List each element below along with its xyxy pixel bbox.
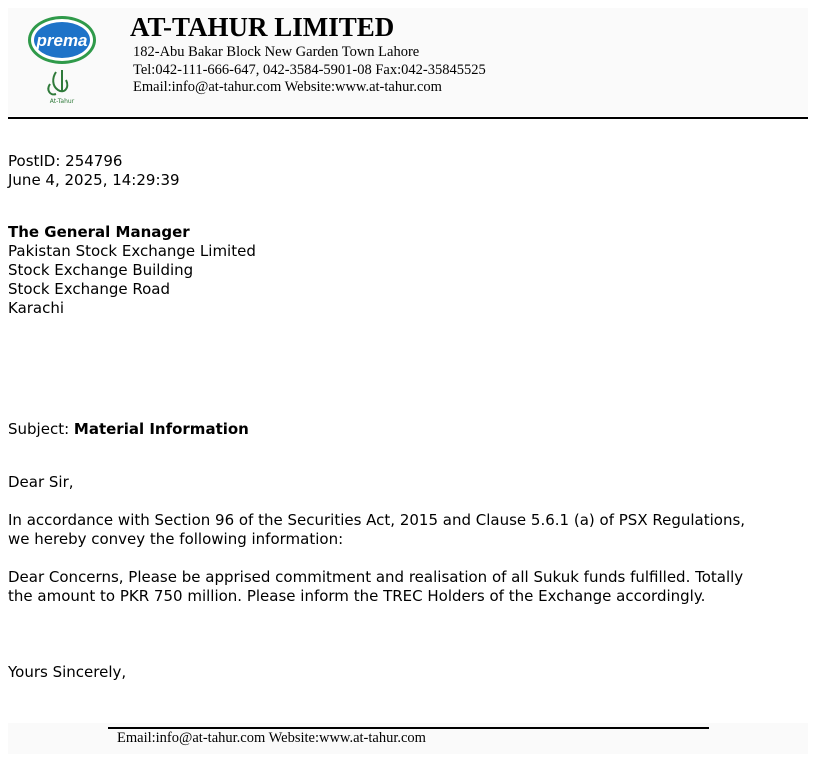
salutation: Dear Sir, [8,473,74,491]
footer-divider [108,727,709,729]
company-name: AT-TAHUR LIMITED [130,12,395,42]
prema-logo-icon [26,14,98,66]
recipient-title: The General Manager [8,223,190,241]
body-paragraph-line: the amount to PKR 750 million. Please inform the TREC Holders of the Exchange accordingly. [8,587,706,605]
subject-value: Material Information [73,420,249,438]
letterhead [8,8,808,116]
post-id: PostID: 254796 [8,152,123,170]
body-paragraph-line: In accordance with Section 96 of the Securities Act, 2015 and Clause 5.6.1 (a) of PSX Regulations, [8,511,746,529]
recipient-line: Stock Exchange Building [8,261,194,279]
subject-label: Subject: [8,420,74,438]
at-tahur-emblem-icon [26,66,98,106]
body-paragraph-line: we hereby convey the following information: [8,530,344,548]
recipient-line: Karachi [8,299,65,317]
company-contact: Email:info@at-tahur.com Website:www.at-tahur.com [133,79,442,95]
logo-caption: At-Tahur [49,98,75,105]
company-address: 182-Abu Bakar Block New Garden Town Lahore [133,44,420,60]
post-date: June 4, 2025, 14:29:39 [8,171,180,189]
header-divider [8,117,808,119]
recipient-line: Stock Exchange Road [8,280,170,298]
closing: Yours Sincerely, [8,663,127,681]
company-logo [26,14,98,110]
logo-text: prema [36,31,88,50]
subject-line [8,420,249,439]
footer-contact: Email:info@at-tahur.com Website:www.at-tahur.com [117,730,426,746]
company-phone: Tel:042-111-666-647, 042-3584-5901-08 Fax:042-35845525 [133,62,486,78]
recipient-line: Pakistan Stock Exchange Limited [8,242,256,260]
body-paragraph-line: Dear Concerns, Please be apprised commitment and realisation of all Sukuk funds fulfilled. Totally [8,568,744,586]
